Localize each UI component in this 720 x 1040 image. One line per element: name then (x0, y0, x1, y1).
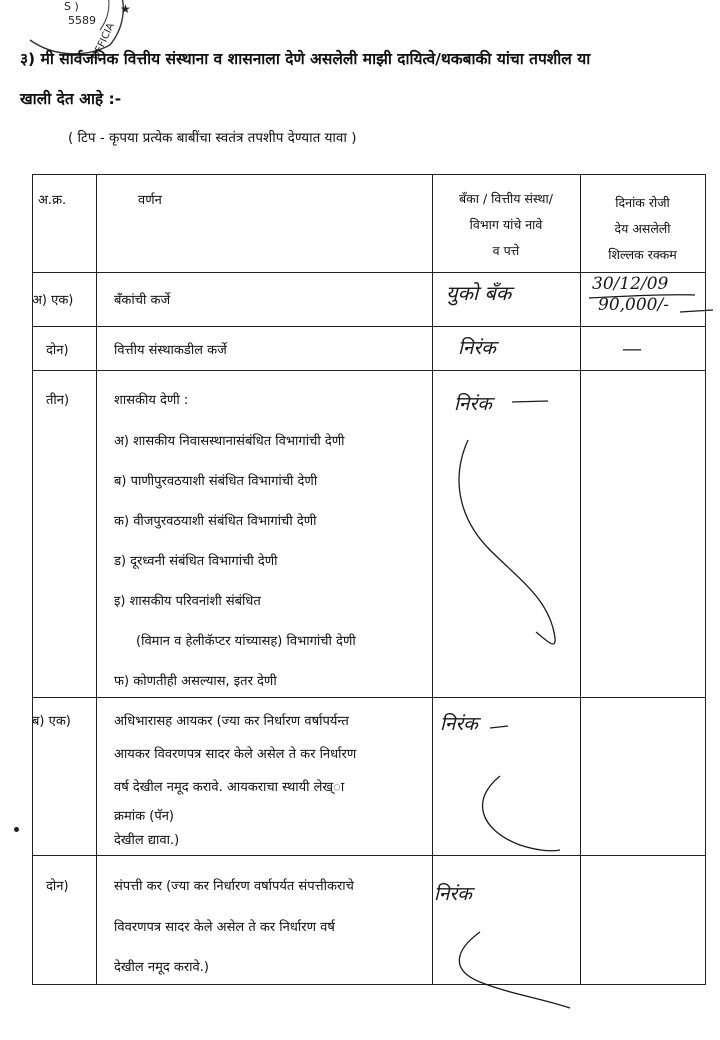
row-5-bank-handwritten: निरंक (434, 883, 472, 905)
row-3-desc-line-3: ब) पाणीपुरवठयाशी संबंधित विभागांची देणी (114, 474, 318, 489)
row-3-bank-handwritten: निरंक (454, 393, 492, 415)
row-5-serial: दोन) (46, 879, 69, 894)
row-3-desc-line-1: शासकीय देणी : (114, 393, 189, 408)
heading-line-2: खाली देत आहे :- (20, 90, 122, 108)
header-serial: अ.क्र. (38, 193, 67, 208)
row-3-desc-line-8: फ) कोणतीही असल्यास, इतर देणी (114, 674, 277, 689)
header-bank-line-2: विभाग यांचे नावे (469, 217, 543, 232)
row-1-serial: अ) एक) (32, 293, 74, 308)
row-2-amount-handwritten: — (622, 336, 642, 360)
row-1-amount-handwritten: 90,000/- (598, 295, 669, 315)
row-4-desc-line-4: क्रमांक (पॅन) (114, 809, 174, 824)
row-4-desc-line-2: आयकर विवरणपत्र सादर केले असेल ते कर निर्धारण (114, 747, 357, 762)
row-1-underline-stroke (585, 290, 715, 320)
header-amount-line-2: देय असलेली (614, 221, 671, 236)
row-5-dash-stroke (440, 920, 580, 1030)
row-1-bank-handwritten: युको बँक (446, 281, 512, 305)
stamp-star: ★ (120, 2, 131, 16)
stamp-text-2: 5589 (68, 14, 96, 27)
header-amount-line-3: शिल्लक रक्कम (608, 247, 677, 262)
row-2-serial: दोन) (46, 343, 69, 358)
row-5-desc-line-1: संपत्ती कर (ज्या कर निर्धारण वर्षापर्यत संपत्तीकराचे (114, 879, 354, 894)
header-description: वर्णन (138, 193, 162, 208)
row-1-date-handwritten: 30/12/09 (592, 274, 669, 294)
row-4-bank-handwritten: निरंक (440, 713, 478, 735)
header-bank (432, 186, 580, 264)
stamp-text-3: OFFICIA (90, 21, 117, 62)
row-3-dash-stroke (440, 380, 580, 660)
header-bank-line-3: व पत्ते (492, 243, 520, 258)
row-5-desc-line-3: देखील नमूद करावे.) (114, 960, 209, 975)
header-bank-line-1: बॅंका / वित्तीय संस्था/ (459, 191, 553, 206)
row-3-desc-line-5: ड) दूरध्वनी संबंधित विभागांची देणी (114, 554, 278, 569)
header-amount (580, 190, 705, 268)
row-3-serial: तीन) (46, 393, 70, 408)
row-2-desc: वित्तीय संस्थाकडील कर्जे (114, 343, 227, 358)
row-4-desc-line-5: देखील द्यावा.) (114, 833, 180, 848)
row-1-desc: बॅंकांची कर्जे (114, 293, 171, 308)
heading-line-1: मी सार्वजनिक वित्तीय संस्थाना व शासनाला देणे असलेली माझी दायित्वे/थकबाकी यांचा तपशील या (40, 50, 591, 68)
section-heading (20, 52, 710, 68)
row-3-desc-line-6: इ) शासकीय परिवनांशी संबंधित (114, 594, 261, 609)
row-4-desc-line-3: वर्ष देखील नमूद करावे. आयकराचा स्थायी लेख्ा (114, 780, 345, 795)
row-3-desc-line-4: क) वीजपुरवठयाशी संबंधित विभागांची देणी (114, 514, 317, 529)
stamp-text-1: S ) (64, 0, 79, 13)
row-4-dash-stroke (440, 700, 580, 860)
row-5-desc-line-2: विवरणपत्र सादर केले असेल ते कर निर्धारण वर्ष (114, 920, 335, 935)
ink-dot (14, 827, 19, 832)
row-3-desc-line-2: अ) शासकीय निवासस्थानासंबंधित विभागांची देणी (114, 434, 345, 449)
section-number: ३) (20, 50, 36, 68)
header-amount-line-1: दिनांक रोजी (615, 195, 670, 210)
row-4-desc-line-1: अधिभारासह आयकर (ज्या कर निर्धारण वर्षापर्यन्त (114, 714, 349, 729)
row-4-serial: ब) एक) (32, 714, 71, 729)
row-2-bank-handwritten: निरंक (458, 337, 496, 359)
row-3-desc-line-7: (विमान व हेलीकॅप्टर यांच्यासह) विभागांची देणी (136, 634, 356, 649)
note-text: ( टिप - कृपया प्रत्येक बाबींचा स्वतंत्र तपशीप देण्यात यावा ) (68, 130, 357, 146)
